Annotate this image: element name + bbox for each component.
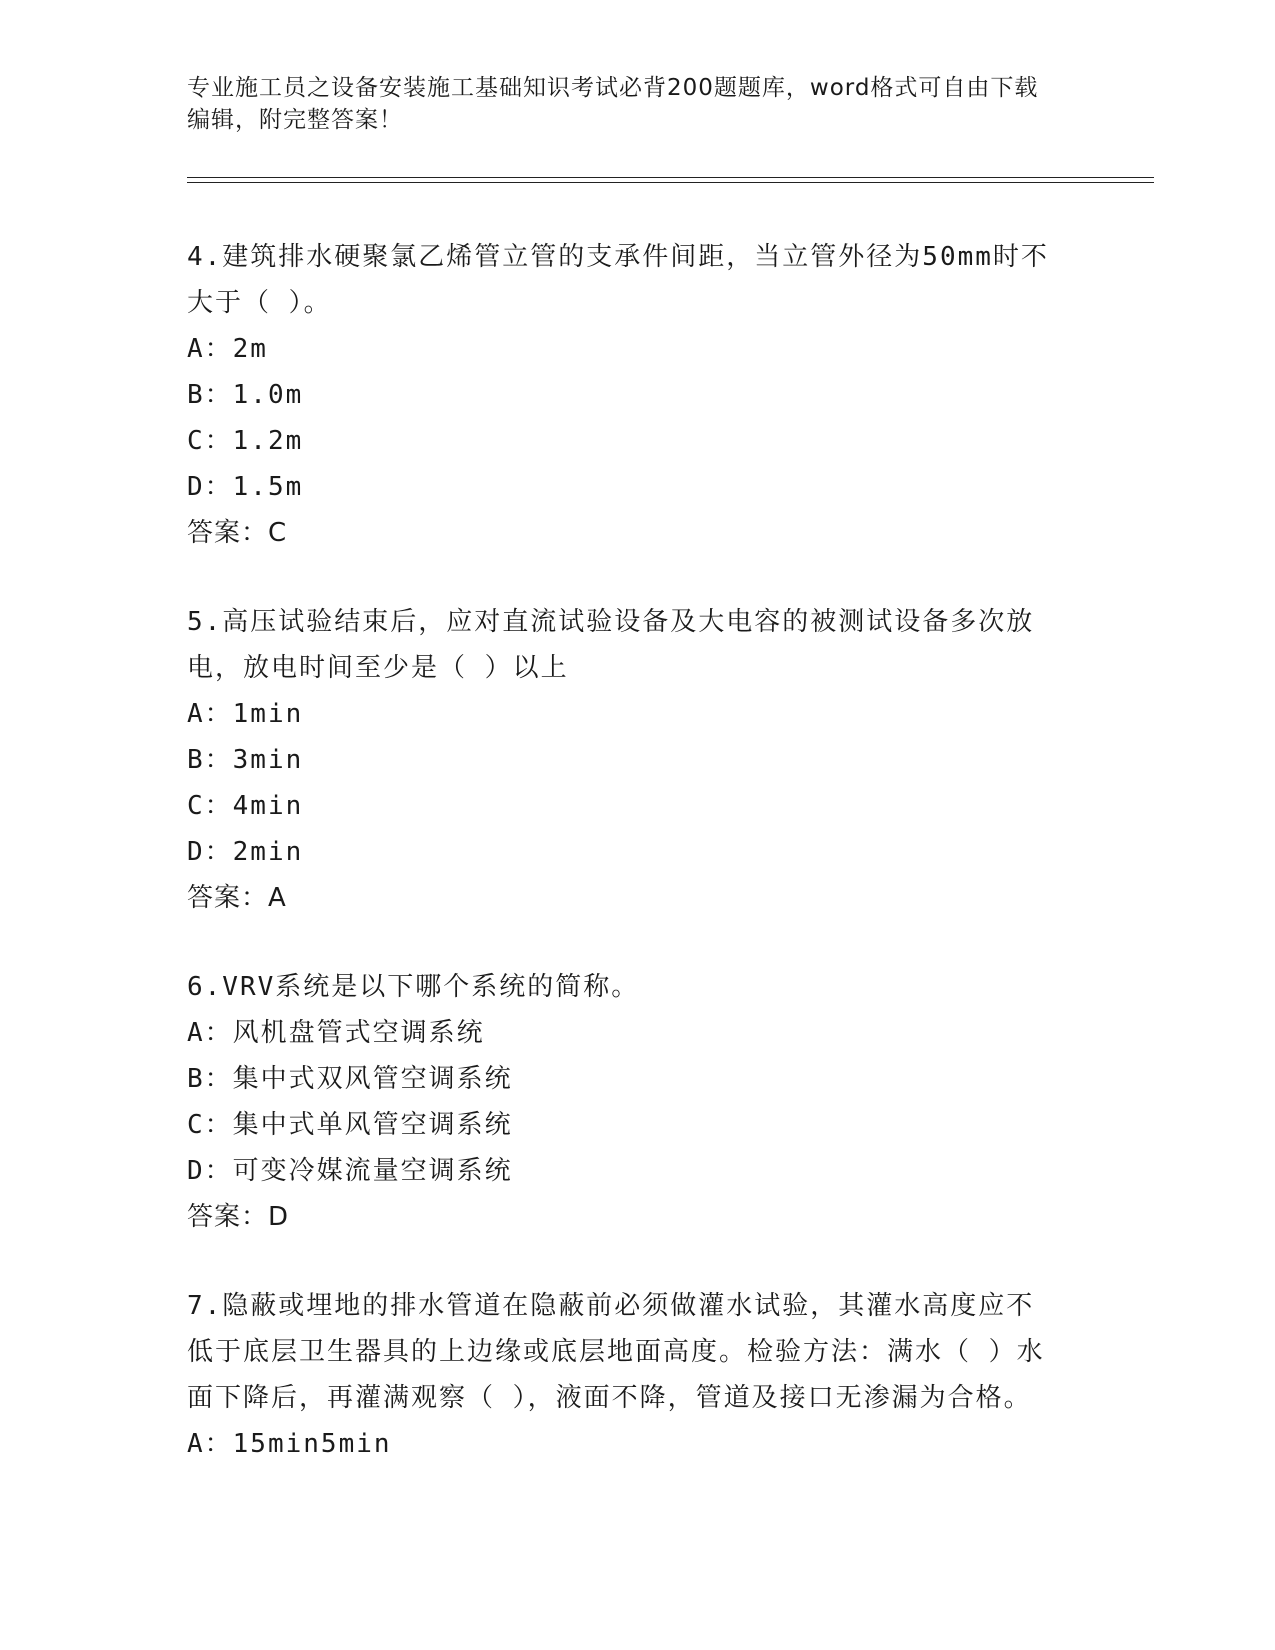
answer: 答案：D (187, 1202, 290, 1232)
option-c: C：集中式单风管空调系统 (187, 1110, 513, 1140)
option-c: C：1.2m (187, 426, 304, 456)
question-stem: 4.建筑排水硬聚氯乙烯管立管的支承件间距，当立管外径为50mm时不 (187, 242, 1049, 272)
option-b: B：集中式双风管空调系统 (187, 1064, 513, 1094)
question-6 (187, 964, 1087, 1240)
option-b: B：1.0m (187, 380, 304, 410)
question-7 (187, 1283, 1087, 1467)
option-d: D：2min (187, 837, 304, 867)
answer: 答案：A (187, 883, 287, 913)
header-divider-bottom (187, 182, 1154, 183)
option-d: D：1.5m (187, 472, 304, 502)
option-b: B：3min (187, 745, 304, 775)
question-stem: 电，放电时间至少是（ ）以上 (187, 653, 569, 683)
question-4 (187, 234, 1087, 556)
question-stem: 5.高压试验结束后，应对直流试验设备及大电容的被测试设备多次放 (187, 607, 1035, 637)
question-stem: 大于（ ）。 (187, 288, 332, 318)
option-a: A：2m (187, 334, 268, 364)
option-a: A：1min (187, 699, 304, 729)
question-5 (187, 599, 1087, 921)
header-divider-top (187, 177, 1154, 178)
header-title-line-1: 专业施工员之设备安装施工基础知识考试必背200题题库，word格式可自由下载 (187, 75, 1039, 101)
option-c: C：4min (187, 791, 304, 821)
header-title-line-2: 编辑，附完整答案！ (187, 107, 403, 133)
question-stem: 6.VRV系统是以下哪个系统的简称。 (187, 972, 640, 1002)
question-stem: 面下降后，再灌满观察（ ），液面不降，管道及接口无渗漏为合格。 (187, 1383, 1032, 1413)
answer: 答案：C (187, 518, 288, 548)
document-header (187, 72, 1067, 136)
question-stem: 低于底层卫生器具的上边缘或底层地面高度。检验方法：满水（ ）水 (187, 1337, 1045, 1367)
option-a: A：15min5min (187, 1429, 392, 1459)
option-d: D：可变冷媒流量空调系统 (187, 1156, 513, 1186)
question-stem: 7.隐蔽或埋地的排水管道在隐蔽前必须做灌水试验，其灌水高度应不 (187, 1291, 1035, 1321)
option-a: A：风机盘管式空调系统 (187, 1018, 485, 1048)
